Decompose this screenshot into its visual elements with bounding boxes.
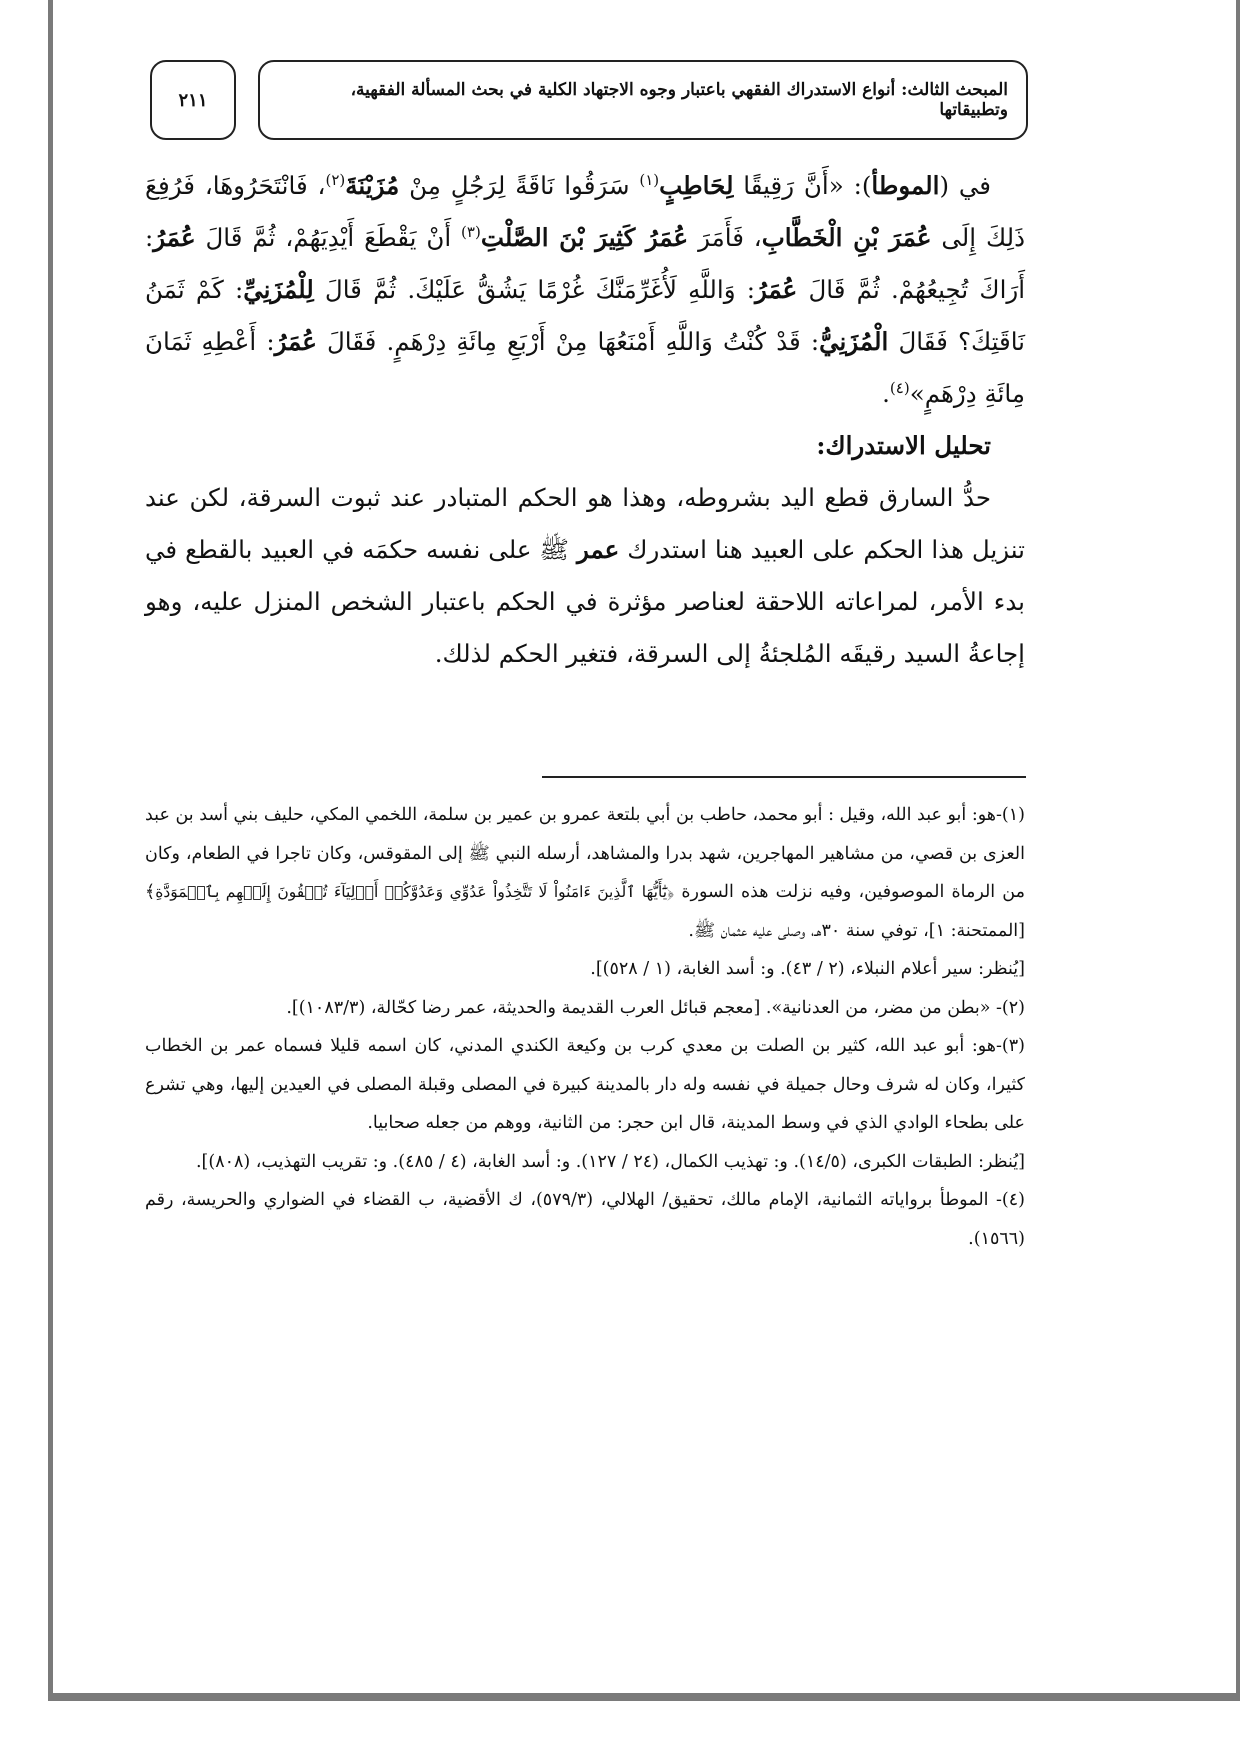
footnotes	[145, 796, 1025, 1258]
page-number-box	[150, 60, 236, 140]
section-heading: تحليل الاستدراك:	[816, 431, 991, 460]
running-header	[258, 60, 1028, 140]
analysis-paragraph: حدُّ السارق قطع اليد بشروطه، وهذا هو الحكم المتبادر عند ثبوت السرقة، لكن عند تنزيل هذا الحكم على العبيد هنا استدرك عمر ﷺ على نفسه حكمَه في العبيد بالقطع في بدء الأمر، لمراعاته اللاحقة لعناصر مؤثرة في الحكم باعتبار الشخص المنزل عليه، وهو إجاعةُ السيد رقيقَه المُلجئةُ إلى السرقة، فتغير الحكم لذلك.	[145, 483, 1025, 668]
quran-verse: يَٰٓأَيُّهَا ٱلَّذِينَ ءَامَنُواْ لَا تَتَّخِذُواْ عَدُوِّي وَعَدُوَّكُمۡ أَوۡلِيَآءَ تُلۡقُونَ إِلَيۡهِم بِٱلۡمَوَدَّةِ	[155, 883, 668, 901]
footnote-separator	[542, 776, 1026, 778]
page-frame-bottom	[48, 1693, 1240, 1701]
footnote-1-sources: [يُنظر: سير أعلام النبلاء، (٢ / ٤٣). و: أسد الغابة، (١ / ٥٢٨)].	[590, 959, 1025, 979]
footnote-3-sources: [يُنظر: الطبقات الكبرى، (١٤/٥). و: تهذيب الكمال، (٢٤ / ١٢٧). و: أسد الغابة، (٤ / ٤٨٥). و: تقريب التهذيب، (٨٠٨)].	[195, 1151, 1025, 1172]
hadith-paragraph: في (الموطأ): «أَنَّ رَقِيقًا لِحَاطِبٍ$^{(١)}$ سَرَقُوا نَاقَةً لِرَجُلٍ مِنْ مُزَيْنَةَ$^{(٢)}$، فَانْتَحَرُوهَا، فَرُفِعَ ذَلِكَ إِلَى عُمَرَ بْنِ الْخَطَّابِ، فَأَمَرَ عُمَرُ كَثِيرَ بْنَ الصَّلْتِ$^{(٣)}$ أَنْ يَقْطَعَ أَيْدِيَهُمْ، ثُمَّ قَالَ عُمَرُ: أَرَاكَ تُجِيعُهُمْ. ثُمَّ قَالَ عُمَرُ: وَاللَّهِ لَأُغَرِّمَنَّكَ غُرْمًا يَشُقُّ عَلَيْكَ. ثُمَّ قَالَ لِلْمُزَنِيِّ: كَمْ ثَمَنُ نَاقَتِكَ؟ فَقَالَ الْمُزَنِيُّ: قَدْ كُنْتُ وَاللَّهِ أَمْنَعُهَا مِنْ أَرْبَعِ مِائَةِ دِرْهَمٍ. فَقَالَ عُمَرُ: أَعْطِهِ ثَمَانَ مِائَةِ دِرْهَمٍ»$^{(٤)}$.	[145, 170, 1026, 408]
footnote-ref-2: (٢)	[325, 170, 346, 189]
footnote-1: (١)-هو: أبو عبد الله، وقيل : أبو محمد، حاطب بن أبي بلتعة عمرو بن عمير بن سلمة، اللخمي المكي، حليف بني أسد بن عبد العزى بن قصي، من مشاهير المهاجرين، شهد بدرا والمشاهد، أرسله النبي ﷺ إلى المقوقس، وكان تاجرا في الطعام، وكان من الرماة الموصوفين، وفيه نزلت هذه السورة ﴿يَٰٓأَيُّهَا ٱلَّذِينَ ءَامَنُواْ لَا تَتَّخِذُواْ عَدُوِّي وَعَدُوَّكُمۡ أَوۡلِيَآءَ تُلۡقُونَ إِلَيۡهِم بِٱلۡمَوَدَّةِ﴾ [الممتحنة: ١]، توفي سنة ٣٠هـ، وصلى عليه عثمان ﷺ.	[145, 805, 1025, 941]
page-number: ٢١١	[178, 89, 208, 111]
footnote-3: (٣)-هو: أبو عبد الله، كثير بن الصلت بن معدي كرب بن وكيعة الكندي المدني، كان اسمه قليلا فسماه عمر بن الخطاب كثيرا، وكان له شرف وحال جميلة في نفسه وله دار بالمدينة كبيرة في المصلى وقبلة المصلى في العيدين إليها، وهي تشرع على بطحاء الوادي الذي في وسط المدينة، قال ابن حجر: من الثانية، ووهم من جعله صحابيا.	[145, 1036, 1025, 1133]
page-frame-left	[48, 0, 53, 1696]
footnote-ref-3: (٣)	[461, 222, 481, 241]
footnote-4: (٤)- الموطأ برواياته الثمانية، الإمام مالك، تحقيق/ الهلالي، (٥٧٩/٣)، ك الأقضية، ب القضاء في الضواري والحريسة، رقم (١٥٦٦).	[145, 1190, 1025, 1249]
main-text	[145, 160, 1025, 680]
running-header-title: المبحث الثالث: أنواع الاستدراك الفقهي باعتبار وجوه الاجتهاد الكلية في بحث المسألة الفقهية، وتطبيقاتها	[350, 80, 1008, 120]
footnote-2: (٢)- «بطن من مضر، من العدنانية». [معجم قبائل العرب القديمة والحديثة، عمر رضا كحّالة، (١٠٨٣/٣)].	[286, 997, 1025, 1018]
footnote-ref-4: (٤)	[889, 378, 910, 397]
page-frame-right	[1236, 0, 1240, 1696]
footnote-ref-1: (١)	[639, 170, 660, 189]
